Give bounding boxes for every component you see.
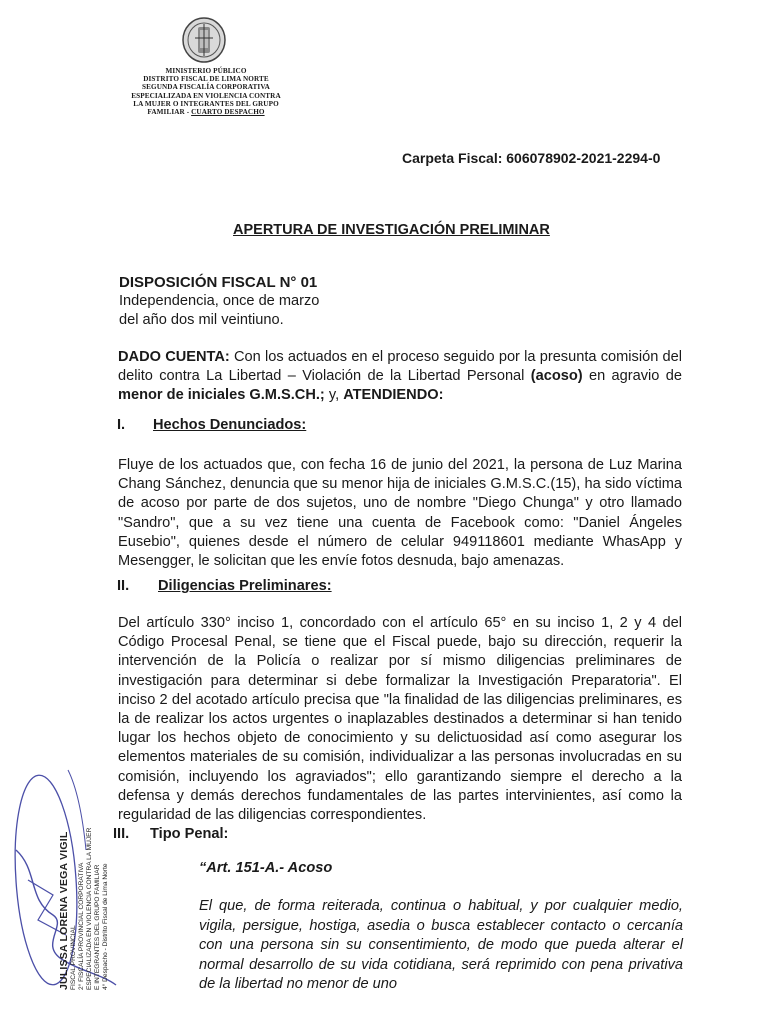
menor-label: menor de iniciales G.M.S.CH.; bbox=[118, 387, 325, 404]
institution-despacho: CUARTO DESPACHO bbox=[191, 108, 265, 117]
institution-line: ESPECIALIZADA EN VIOLENCIA CONTRA bbox=[131, 91, 281, 100]
section-3-title: Tipo Penal: bbox=[150, 826, 229, 842]
institution-line bbox=[112, 108, 300, 116]
dado-cuenta-label: DADO CUENTA: bbox=[118, 349, 230, 365]
date-line-2: del año dos mil veintiuno. bbox=[119, 312, 284, 328]
section-1-body bbox=[118, 456, 682, 571]
dado-text-3: y, bbox=[324, 387, 344, 404]
section-2-number: II. bbox=[117, 578, 130, 594]
institution-line: MINISTERIO PÚBLICO bbox=[165, 67, 247, 75]
stamp-line: 4° Despacho - Distrito Fiscal de Lima Norte bbox=[102, 863, 109, 990]
institution-line: SEGUNDA FISCALÍA CORPORATIVA bbox=[142, 83, 270, 92]
stamp-line: FISCAL PROVINCIAL bbox=[70, 925, 77, 990]
section-2-title: Diligencias Preliminares: bbox=[158, 578, 332, 594]
article-title: “Art. 151-A.- Acoso bbox=[199, 860, 333, 876]
document-heading: APERTURA DE INVESTIGACIÓN PRELIMINAR bbox=[233, 222, 550, 238]
section-3-number: III. bbox=[113, 826, 130, 842]
institution-line: LA MUJER O INTEGRANTES DEL GRUPO bbox=[133, 99, 279, 108]
stamp-text bbox=[58, 828, 110, 990]
dado-cuenta-paragraph bbox=[118, 348, 682, 406]
disposicion-title: DISPOSICIÓN FISCAL N° 01 bbox=[119, 274, 318, 291]
stamp-line: 2° FISCALÍA PROVINCIAL CORPORATIVA bbox=[78, 862, 85, 990]
institution-block bbox=[112, 67, 300, 116]
section-2-body bbox=[118, 614, 682, 825]
atendiendo-label: ATENDIENDO: bbox=[343, 387, 444, 404]
section-1-text: Fluye de los actuados que, con fecha 16 de junio del 2021, la persona de Luz Marina Chang Sánchez, denuncia que su menor hija de iniciales G.M.S.C.(15), ha sido víctima de acoso por parte de dos sujetos, uno de nombre "Diego Chunga" y otro llamado "Sandro", que a su vez tiene una cuenta de Facebook como: "Daniel Ángeles Eusebio", quienes desde el número de celular 949118601 mediante WhasApp y Mesengger, le solicitan que les envíe fotos desnuda, bajo amenazas. bbox=[118, 457, 682, 570]
carpeta-fiscal: Carpeta Fiscal: 606078902-2021-2294-0 bbox=[402, 150, 661, 166]
institution-last-prefix: FAMILIAR - bbox=[147, 108, 192, 117]
article-body bbox=[199, 897, 683, 995]
dado-text-1: Con los actuados en el proceso seguido por la presunta comisión del delito contra La Libertad – Violación de la Libertad Personal bbox=[118, 349, 683, 385]
section-1-title: Hechos Denunciados: bbox=[153, 417, 307, 433]
date-line-1: Independencia, once de marzo bbox=[119, 293, 320, 309]
stamp-name: JULISSA LORENA VEGA VIGIL bbox=[58, 831, 70, 990]
stamp-line: ESPECIALIZADA EN VIOLENCIA CONTRA LA MUJER bbox=[86, 827, 93, 990]
seal-icon bbox=[181, 16, 227, 64]
section-2-text: Del artículo 330° inciso 1, concordado con el artículo 65° en su inciso 1, 2 y 4 del Código Procesal Penal, se tiene que el Fiscal puede, bajo su dirección, requerir la intervención de la Policía o realizar por sí mismo diligencias preliminares de investigación para determinar si debe formalizar la Investigación Preparatoria". El inciso 2 del acotado artículo precisa que "la finalidad de las diligencias preliminares, es la de realizar los actos urgentes o inaplazables destinados a determinar si han tenido lugar los hechos objeto de conocimiento y su delictuosidad así como asegurar los elementos materiales de su comisión, individualizar a las personas involucradas en su comisión, incluyendo los agraviados"; ello garantizando siempre el derecho a la defensa y demás derechos fundamentales de las partes intervinientes, así como la regularidad de las diligencias correspondientes. bbox=[118, 615, 682, 824]
dado-text-2: en agravio de bbox=[582, 368, 682, 385]
acoso-label: (acoso) bbox=[530, 368, 583, 385]
stamp-line: E INTEGRANTES DEL GRUPO FAMILIAR bbox=[94, 864, 101, 990]
institution-line: DISTRITO FISCAL DE LIMA NORTE bbox=[143, 75, 269, 84]
section-1-number: I. bbox=[117, 417, 126, 433]
article-text: El que, de forma reiterada, continua o habitual, y por cualquier medio, vigila, persigue, hostiga, asedia o busca establecer contacto o cercanía con una persona sin su consentimiento, de modo que pueda alterar el normal desarrollo de su vida cotidiana, será reprimido con pena privativa de la libertad no menor de uno bbox=[199, 898, 683, 992]
